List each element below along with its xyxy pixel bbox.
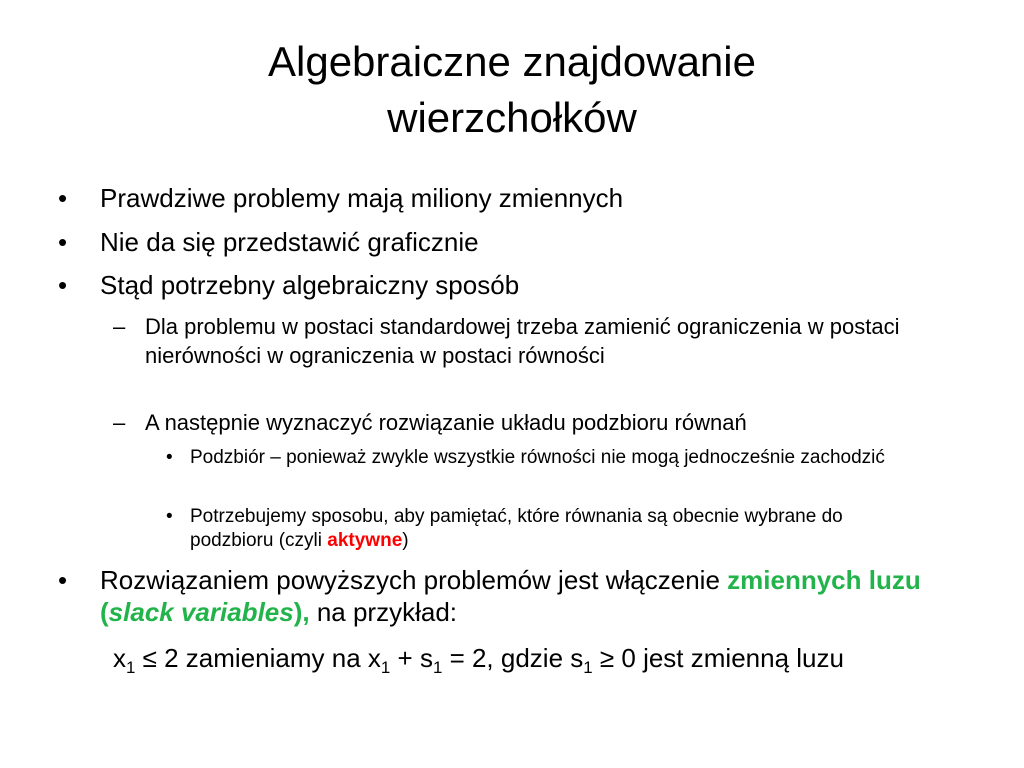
subsubbullet-active-equations <box>166 505 930 553</box>
subsubbullet-text: Podzbiór – ponieważ zwykle wszystkie równości nie mogą jednocześnie zachodzić <box>190 447 885 468</box>
dash-icon: – <box>113 410 126 435</box>
formula-part-2: = 2, gdzie <box>442 643 571 673</box>
bullet-real-problems <box>58 182 980 214</box>
bullet-no-graphics <box>58 226 980 258</box>
var-x: x <box>113 643 126 673</box>
var-s: s <box>419 643 433 673</box>
title-line-1: Algebraiczne znajdowanie <box>268 38 756 85</box>
plus-sign: + <box>390 643 420 673</box>
bullet-text: Nie da się przedstawić graficznie <box>100 227 479 257</box>
bullet-dot-icon: • <box>58 565 68 595</box>
bullet-slack-variables <box>58 564 980 628</box>
highlight-slack-term-close: ), <box>293 597 310 627</box>
bullet-text-post: na przykład: <box>309 597 458 627</box>
highlight-slack-term-english: slack variables <box>108 597 294 627</box>
formula-part-3: ≥ 0 jest zmienną luzu <box>592 643 844 673</box>
var-s: s <box>570 643 584 673</box>
dash-icon: – <box>113 314 126 339</box>
bullet-dot-icon: • <box>58 227 68 257</box>
formula-part-1: ≤ 2 zamieniamy na <box>135 643 368 673</box>
slide-title <box>60 34 964 146</box>
bullet-dot-icon: • <box>166 506 173 527</box>
title-line-2: wierzchołków <box>387 94 637 141</box>
subsubbullet-subset-reason <box>166 446 930 470</box>
subscript-1: 1 <box>126 657 136 677</box>
highlight-slack-term: zmiennych luzu ( <box>100 565 921 627</box>
bullet-dot-icon: • <box>58 183 68 213</box>
subbullet-standard-form <box>113 312 945 370</box>
subsubbullet-text-post: ) <box>402 530 409 551</box>
bullet-text: Stąd potrzebny algebraiczny sposób <box>100 270 520 300</box>
bullet-dot-icon: • <box>58 270 68 300</box>
subsubbullet-text-pre: Potrzebujemy sposobu, aby pamiętać, które równania są obecnie wybrane do podzbioru (czyli <box>190 506 843 551</box>
bullet-text-pre: Rozwiązaniem powyższych problemów jest włączenie <box>100 565 728 595</box>
bullet-text: Prawdziwe problemy mają miliony zmiennych <box>100 183 624 213</box>
bullet-dot-icon: • <box>166 447 173 468</box>
bullet-algebraic-method <box>58 269 980 301</box>
var-x: x <box>367 643 381 673</box>
subscript-1: 1 <box>583 657 593 677</box>
slack-example-formula <box>113 642 943 677</box>
highlight-active-word: aktywne <box>327 530 403 551</box>
subbullet-text: A następnie wyznaczyć rozwiązanie układu podzbioru równań <box>145 410 747 435</box>
subscript-1: 1 <box>380 657 391 677</box>
subbullet-solve-subset <box>113 408 945 437</box>
subscript-1: 1 <box>432 657 443 677</box>
subbullet-text: Dla problemu w postaci standardowej trzeba zamienić ograniczenia w postaci nierówności w ograniczenia w postaci równości <box>145 314 900 368</box>
